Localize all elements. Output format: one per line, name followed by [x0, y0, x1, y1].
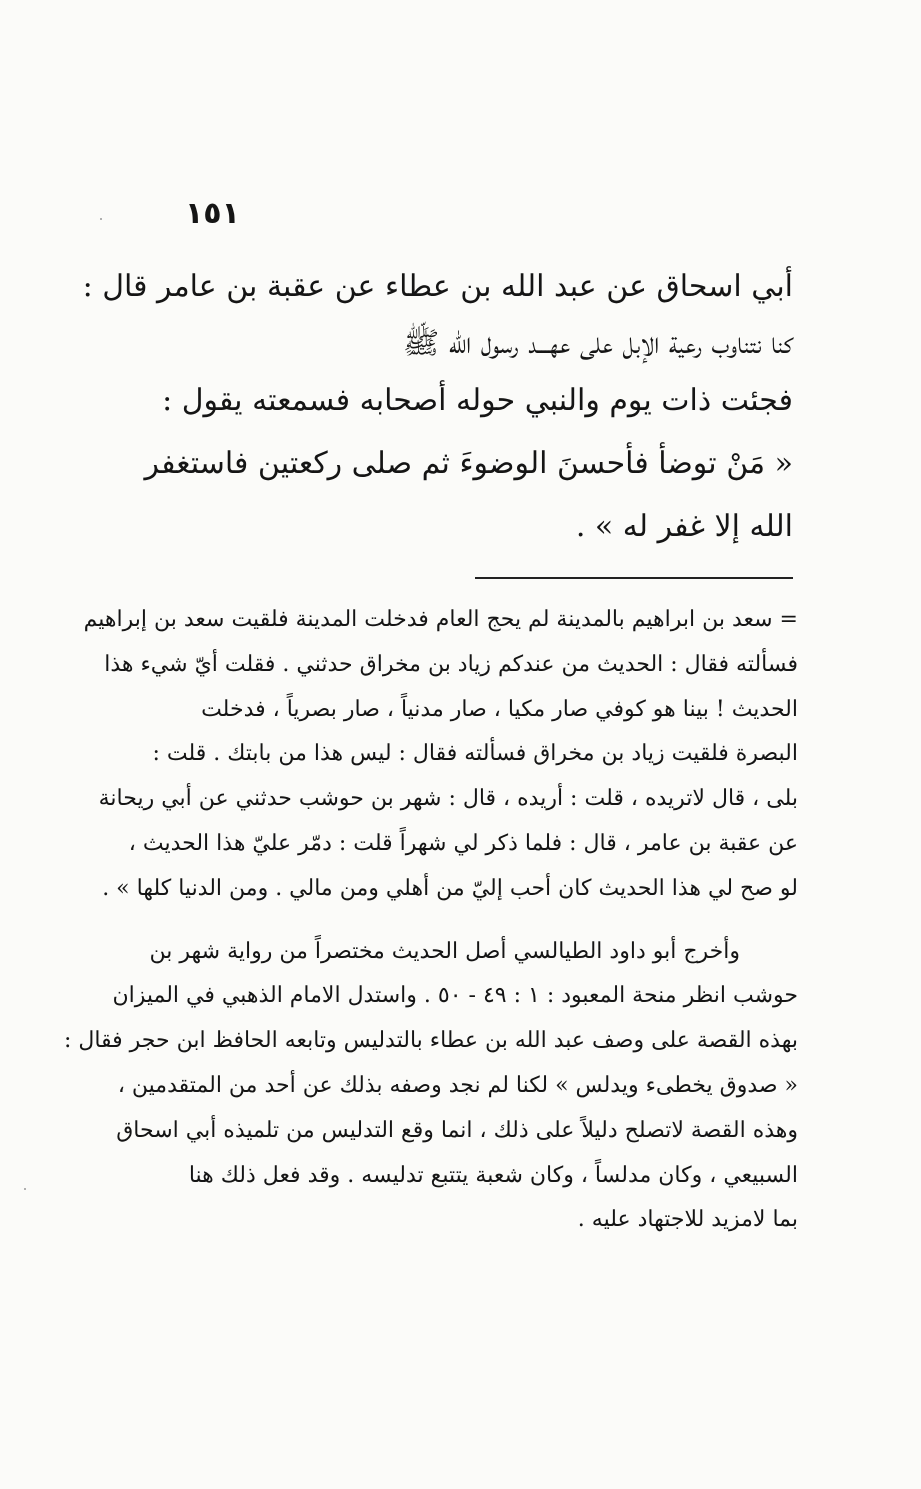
footnote-line: = سعد بن ابراهيم بالمدينة لم يحج العام فدخلت المدينة فلقيت سعد بن إبراهيم	[83, 607, 798, 632]
paper-speck	[100, 218, 102, 220]
main-text	[82, 258, 793, 555]
footnote-divider	[475, 577, 793, 579]
main-text-line: كنا نتناوب رعية الإبل على عهـــد رسول الله ﷺ	[403, 326, 793, 361]
main-text-line: أبي اسحاق عن عبد الله بن عطاء عن عقبة بن عامر قال :	[82, 269, 793, 304]
paper-speck	[24, 1188, 26, 1190]
footnote	[63, 598, 798, 1243]
main-text-line: « مَنْ توضأ فأحسنَ الوضوءَ ثم صلى ركعتين فاستغفر	[144, 446, 793, 481]
footnote-line: وهذه القصة لاتصلح دليلاً على ذلك ، انما وقع التدليس من تلميذه أبي اسحاق	[116, 1117, 798, 1143]
footnote-line: وأخرج أبو داود الطيالسي أصل الحديث مختصراً من رواية شهر بن	[149, 938, 740, 964]
footnote-line: بهذه القصة على وصف عبد الله بن عطاء بالتدليس وتابعه الحافظ ابن حجر فقال :	[63, 1028, 798, 1054]
footnote-paragraph-2	[63, 930, 798, 1244]
footnote-line: عن عقبة بن عامر ، قال : فلما ذكر لي شهراً قلت : دمّر عليّ هذا الحديث ،	[128, 830, 798, 856]
footnote-line: الحديث ! بينا هو كوفي صار مكيا ، صار مدنياً ، صار بصرياً ، فدخلت	[201, 696, 798, 722]
footnote-line: بما لامزيد للاجتهاد عليه .	[577, 1207, 798, 1233]
footnote-line: فسألته فقال : الحديث من عندكم زياد بن مخراق حدثني . فقلت أيّ شيء هذا	[104, 651, 798, 677]
main-text-line: الله إلا غفر له » .	[575, 509, 793, 544]
page-number: ١٥١	[185, 196, 240, 231]
footnote-line: حوشب انظر منحة المعبود : ١ : ٤٩ - ٥٠ . واستدل الامام الذهبي في الميزان	[112, 983, 798, 1009]
footnote-line: « صدوق يخطىء ويدلس » لكنا لم نجد وصفه بذلك عن أحد من المتقدمين ،	[117, 1072, 798, 1098]
footnote-paragraph-1	[83, 598, 798, 912]
main-text-line: فجئت ذات يوم والنبي حوله أصحابه فسمعته يقول :	[162, 383, 793, 418]
footnote-line: بلى ، قال لاتريده ، قلت : أريده ، قال : شهر بن حوشب حدثني عن أبي ريحانة	[98, 786, 798, 812]
footnote-line: السبيعي ، وكان مدلساً ، وكان شعبة يتتبع تدليسه . وقد فعل ذلك هنا	[188, 1162, 798, 1188]
footnote-line: البصرة فلقيت زياد بن مخراق فسألته فقال : ليس هذا من بابتك . قلت :	[152, 741, 798, 767]
footnote-line: لو صح لي هذا الحديث كان أحب إليّ من أهلي ومن مالي . ومن الدنيا كلها » .	[102, 875, 798, 901]
